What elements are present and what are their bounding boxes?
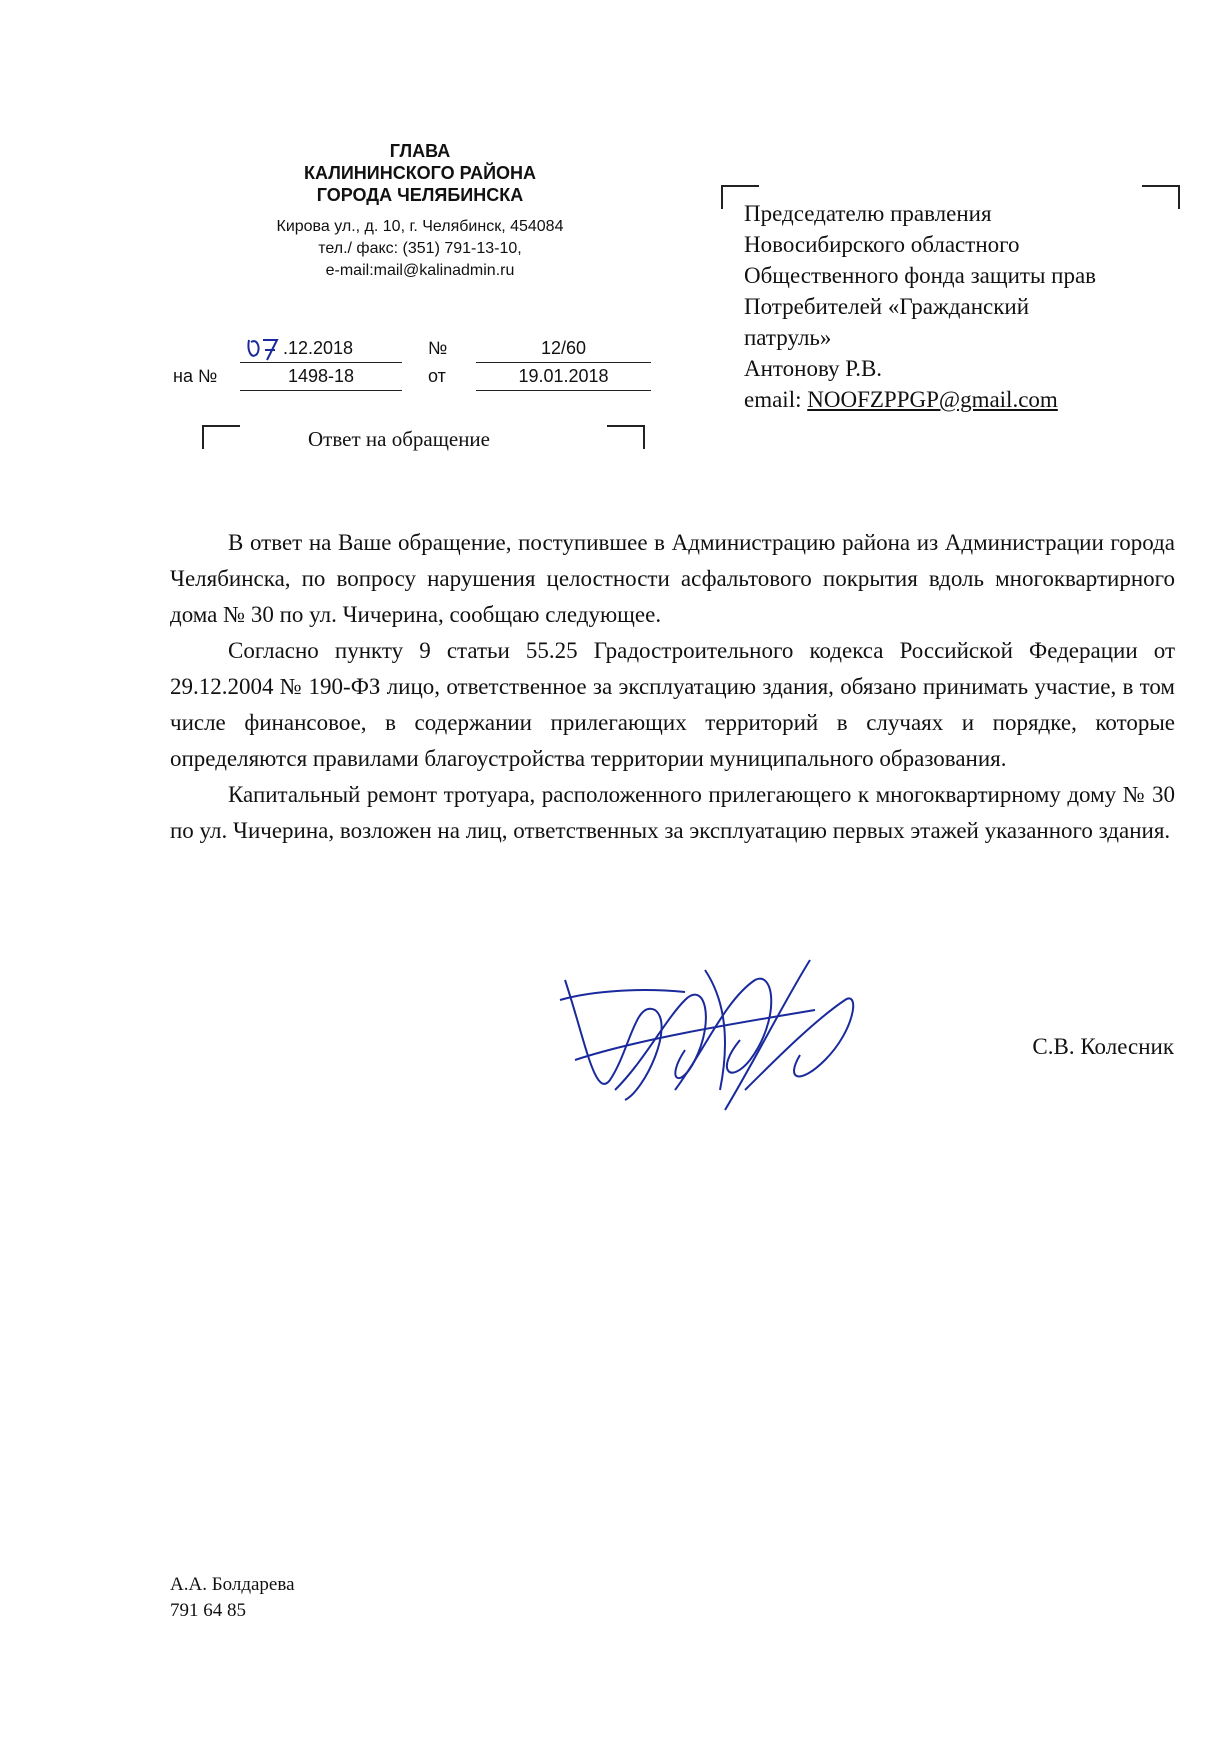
header-address: Кирова ул., д. 10, г. Челябинск, 454084 bbox=[276, 218, 564, 235]
number-label: № bbox=[428, 338, 448, 358]
subject-corner-left bbox=[202, 425, 240, 449]
header-contacts bbox=[240, 216, 600, 282]
date-printed: .12.2018 bbox=[283, 338, 354, 358]
ref-number: 1498-18 bbox=[287, 366, 355, 386]
recipient-email-row bbox=[744, 384, 1096, 415]
date-underline bbox=[240, 362, 402, 363]
ref-number-underline bbox=[240, 390, 402, 391]
header-phone: тел./ факс: (351) 791-13-10, bbox=[318, 240, 522, 257]
executor-block bbox=[170, 1572, 295, 1624]
recipient-block bbox=[744, 198, 1096, 415]
body-paragraph-3: Капитальный ремонт тротуара, расположенного прилегающего к многоквартирному дому № 30 по ул. Чичерина, возложен на лиц, ответственных за эксплуатацию первых этажей указанного здания. bbox=[170, 782, 1175, 843]
signer-name: С.В. Колесник bbox=[1032, 1034, 1174, 1059]
recipient-email-link[interactable]: NOOFZPPGP@gmail.com bbox=[807, 387, 1058, 412]
number-value: 12/60 bbox=[540, 338, 587, 358]
ref-date-underline bbox=[476, 390, 651, 391]
header-line1: ГЛАВА bbox=[389, 141, 451, 161]
recipient-name: Антонову Р.В. bbox=[744, 356, 883, 381]
recipient-email-label: email: bbox=[744, 387, 802, 412]
recipient-line5: патруль» bbox=[744, 325, 832, 350]
executor-phone: 791 64 85 bbox=[170, 1600, 246, 1621]
ref-label: на № bbox=[173, 366, 218, 386]
ref-from-label: от bbox=[428, 366, 446, 386]
subject: Ответ на обращение bbox=[308, 427, 490, 451]
recipient-corner-right bbox=[1142, 185, 1180, 209]
number-underline bbox=[476, 362, 651, 363]
header-line3: ГОРОДА ЧЕЛЯБИНСКА bbox=[316, 185, 524, 205]
header-line2: КАЛИНИНСКОГО РАЙОНА bbox=[303, 163, 537, 183]
executor-name: А.А. Болдарева bbox=[170, 1574, 295, 1595]
recipient-line2: Новосибирского областного bbox=[744, 232, 1020, 257]
ref-date: 19.01.2018 bbox=[518, 366, 609, 386]
header-email: e-mail:mail@kalinadmin.ru bbox=[325, 262, 515, 279]
letter-body bbox=[170, 525, 1175, 849]
body-paragraph-2: Согласно пункту 9 статьи 55.25 Градостроительного кодекса Российской Федерации от 29.12.2004 № 190-ФЗ лицо, ответственное за эксплуатацию здания, обязано принимать участие, в том числе финансовое, в содержании прилегающих территорий в случаях и порядке, которые определяются правилами благоустройства территории муниципального образования. bbox=[170, 638, 1175, 771]
signature-icon bbox=[555, 940, 865, 1130]
body-paragraph-1: В ответ на Ваше обращение, поступившее в Администрацию района из Администрации города Челябинска, по вопросу нарушения целостности асфальтового покрытия вдоль многоквартирного дома № 30 по ул. Чичерина, сообщаю следующее. bbox=[170, 530, 1175, 627]
header-title bbox=[240, 140, 600, 206]
recipient-line3: Общественного фонда защиты прав bbox=[744, 263, 1097, 288]
recipient-line4: Потребителей «Гражданский bbox=[744, 294, 1030, 319]
recipient-line1: Председателю правления bbox=[744, 201, 992, 226]
subject-corner-right bbox=[607, 425, 645, 449]
handwritten-date-icon bbox=[245, 334, 285, 364]
